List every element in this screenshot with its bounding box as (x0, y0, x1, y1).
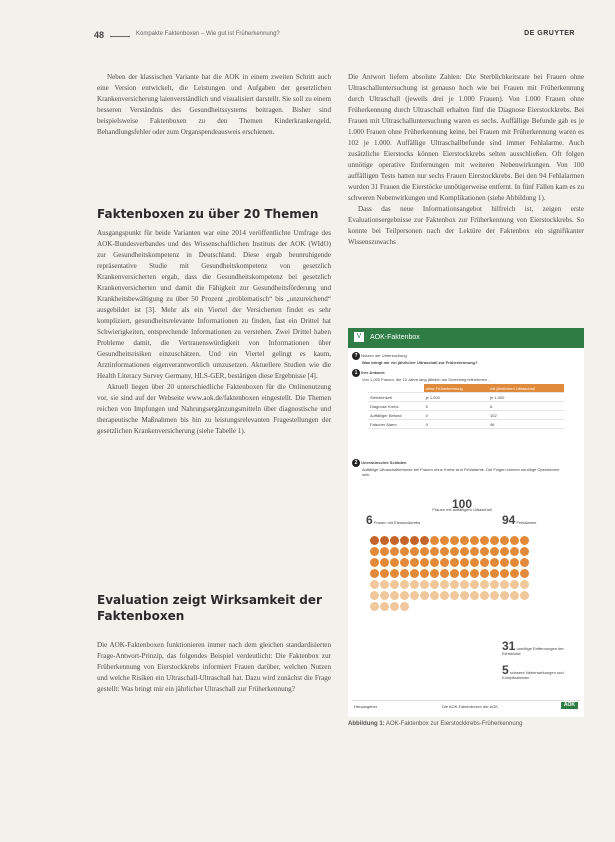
dot-icon (370, 558, 379, 567)
table-cell: 96 (488, 420, 564, 429)
dot-icon (450, 580, 459, 589)
dot-icon (490, 580, 499, 589)
dot-icon (410, 536, 419, 545)
figure-faktenbox (348, 328, 584, 717)
left-column (97, 72, 331, 138)
table-header (368, 384, 424, 393)
dot-icon (480, 547, 489, 556)
dot-icon (490, 558, 499, 567)
dot-icon (510, 558, 519, 567)
dot-icon (400, 580, 409, 589)
table-cell: 5 (424, 402, 488, 411)
dot-icon (390, 536, 399, 545)
section-heading-evaluation: Evaluation zeigt Wirksamkeit der Faktenboxen (97, 593, 322, 623)
table-header: ohne Früherkennung (424, 384, 488, 393)
dot-icon (470, 580, 479, 589)
table-cell: je 1.000 (424, 393, 488, 402)
dot-icon (480, 558, 489, 567)
table-cell: 0 (424, 411, 488, 420)
dot-icon (370, 580, 379, 589)
dot-icon (510, 547, 519, 556)
dot-icon (390, 591, 399, 600)
q3-label: Unerwünschte Schäden (361, 460, 407, 465)
table-row (368, 393, 564, 402)
results-table (368, 384, 564, 429)
dot-grid-chart (370, 536, 538, 613)
caption-text: AOK-Faktenbox zur Eierstockkrebs-Früherkennung (386, 721, 523, 727)
dot-icon (440, 536, 449, 545)
footer-text: Die AOK-Faktenboxen der AOK (442, 704, 499, 709)
dot-icon (510, 569, 519, 578)
dot-icon (490, 569, 499, 578)
question-2 (352, 369, 580, 382)
dot-icon (470, 591, 479, 600)
summary-bottom-2 (502, 663, 578, 680)
bottom-1-text: unnötige Entfernungen der Eierstöcke (502, 646, 564, 656)
dot-icon (370, 602, 379, 611)
dot-icon (450, 536, 459, 545)
section2-paragraph-1: Die AOK-Faktenboxen funktionieren immer nach dem gleichen standardisierten Frage-Antwort-Prinzip, das folgendes Beispiel verdeutlicht: Die Faktenbox zur Früherkennung von Eierstockkrebs informiert Frauen darüber, welchen Nutzen und welche Risiken ein Ultraschall-Ultraschall hat. Dazu wird zunächst die Frage gestellt: Was bringt mir ein jährlicher Ultraschall zur Früherkennung? (97, 641, 331, 693)
dot-icon (400, 591, 409, 600)
dot-icon (420, 558, 429, 567)
dot-icon (380, 536, 389, 545)
dot-icon (370, 569, 379, 578)
figure-header (348, 328, 584, 348)
dot-icon (520, 569, 529, 578)
dot-icon (400, 602, 409, 611)
summary-left (366, 513, 421, 527)
table-cell: Falscher Alarm (368, 420, 424, 429)
dot-icon (430, 558, 439, 567)
dot-icon (450, 558, 459, 567)
summary-bottom-1 (502, 639, 578, 656)
dot-icon (430, 591, 439, 600)
table-cell: je 1.000 (488, 393, 564, 402)
dot-icon (520, 591, 529, 600)
table-cell: 6 (488, 402, 564, 411)
dot-icon (380, 547, 389, 556)
dot-icon (520, 580, 529, 589)
dot-icon (470, 558, 479, 567)
dot-icon (430, 547, 439, 556)
dot-icon (500, 569, 509, 578)
q1-text: Was bringt mir ein jährlicher Ultraschall zur Früherkennung? (362, 360, 478, 365)
dot-icon (490, 536, 499, 545)
dot-icon (500, 591, 509, 600)
aok-logo-icon: V (354, 332, 364, 342)
summary-top-text: Frauen mit auffälligem Ultraschall (432, 507, 492, 512)
dot-icon (410, 558, 419, 567)
summary-right-text: Fehlalarme (516, 520, 537, 525)
dot-icon (460, 536, 469, 545)
table-header: mit jährlichem Ultraschall (488, 384, 564, 393)
figure-content (352, 352, 580, 713)
dot-icon (390, 602, 399, 611)
figure-caption (348, 721, 588, 727)
dot-icon (420, 591, 429, 600)
dot-icon (450, 569, 459, 578)
dot-icon (520, 558, 529, 567)
dot-icon (500, 558, 509, 567)
figure-footer (352, 700, 580, 713)
step-3-icon: 2 (352, 459, 360, 467)
dot-icon (460, 591, 469, 600)
dot-icon (470, 547, 479, 556)
page-header (94, 30, 575, 44)
dot-icon (490, 547, 499, 556)
dot-icon (410, 547, 419, 556)
dot-icon (420, 547, 429, 556)
q2-text: Von 1.000 Frauen, die 10 Jahre lang jährlich am Screening teilnehmen ... (362, 377, 492, 382)
summary-right (502, 513, 537, 527)
summary-left-text: Frauen mit Eierstockkrebs (373, 520, 421, 525)
right-column (348, 72, 584, 248)
dot-icon (520, 536, 529, 545)
dot-icon (510, 536, 519, 545)
q1-label: Nutzen der Untersuchung (361, 353, 407, 358)
dot-icon (480, 580, 489, 589)
right-paragraph-1: Die Antwort liefern absolute Zahlen: Die Sterblichkeitsrate bei Frauen ohne Ultraschalluntersuchung ist genauso hoch wie bei Frauen mit Früherkennung durch Ultraschall (jeweils drei je 1.000 Frauen). Von 1.000 Frauen ohne Früherkennung durch Ultraschall erhalten fünf die Diagnose Eierstockkrebs. Bei Frauen mit Ultraschalluntersuchung waren es sechs. Auffällige Befunde gab es je 1.000 Frauen ohne Früherkennung keine, bei Frauen mit Früherkennung waren es 102 je 1.000. Auffällige Ultraschallbefunde sind immer Fehlalarme. Auch zusätzliche Eierstocks können Eierstockkrebs selten ausschließen. Oft folgen unnötige operative Entfernungen mit weiteren Nebenwirkungen. Von 100 auffälligen Tests hatten nur sechs Frauen Eierstockkrebs. Bei den 94 Fehlalarmen wurden 31 Frauen die Eierstöcke unnötigerweise entfernt. In fünf Fällen kam es zu schweren Nebenwirkungen und Komplikationen (siehe Abbildung 1). (348, 73, 584, 202)
dot-icon (410, 580, 419, 589)
dot-icon (380, 591, 389, 600)
bottom-2-text: schwere Nebenwirkungen und Komplikationen (502, 670, 564, 680)
summary-left-number: 6 (366, 513, 373, 527)
header-rule (110, 36, 130, 37)
table-row (368, 411, 564, 420)
table-row (368, 420, 564, 429)
bottom-2-number: 5 (502, 663, 509, 677)
table-row (368, 402, 564, 411)
dot-icon (450, 591, 459, 600)
dot-icon (500, 547, 509, 556)
step-1-icon: ? (352, 352, 360, 360)
dot-icon (440, 547, 449, 556)
dot-icon (380, 558, 389, 567)
dot-icon (370, 591, 379, 600)
dot-icon (420, 580, 429, 589)
summary-top-number: 100 (451, 497, 473, 511)
dot-icon (400, 558, 409, 567)
dot-icon (370, 547, 379, 556)
dot-icon (480, 591, 489, 600)
dot-icon (440, 569, 449, 578)
table-cell: Diagnose Krebs (368, 402, 424, 411)
bottom-1-number: 31 (502, 639, 516, 653)
dot-icon (380, 602, 389, 611)
dot-icon (520, 547, 529, 556)
section1-body (97, 228, 331, 437)
section-heading-themen: Faktenboxen zu über 20 Themen (97, 207, 319, 221)
dot-icon (400, 536, 409, 545)
right-paragraph-2: Dass das neue Informationsangebot hilfreich ist, zeigen erste Evaluationsergebnisse zur Faktenbox zur Früherkennung von Eierstockkrebs. So konnte bei Teilpersonen nach der Lektüre der Faktenbox ein signifikanter Wissenszuwachs (348, 205, 584, 246)
dot-icon (460, 569, 469, 578)
dot-icon (420, 569, 429, 578)
dot-icon (390, 558, 399, 567)
dot-icon (430, 569, 439, 578)
figure-title: AOK-Faktenbox (370, 334, 420, 341)
dot-icon (430, 536, 439, 545)
dot-icon (390, 580, 399, 589)
dot-icon (440, 558, 449, 567)
running-title: Kompakte Faktenboxen – Wie gut ist Früherkennung? (136, 31, 280, 37)
q3-text: Auffällige Ultraschallbefunde bei Frauen ohne Krebs sind Fehlalarme. Die Folgen können unnötige Operationen sein. (362, 467, 560, 477)
dot-icon (490, 591, 499, 600)
dot-icon (500, 580, 509, 589)
table-cell: 0 (424, 420, 488, 429)
footer-publisher: Herausgeber (354, 704, 378, 709)
dot-icon (420, 536, 429, 545)
caption-label: Abbildung 1: (348, 721, 385, 727)
section1-paragraph-2: Aktuell liegen über 20 unterschiedliche Faktenboxen für die Onlinenutzung vor, sie sind auf der Webseite www.aok.de/faktenboxen eingestellt. Die Themen reichen von Impfungen und Nahrungsergänzungsmitteln über diagnostische und therapeutische Maßnahmen bis hin zu leistungsrelevanten Fragestellungen der gesetzlichen Krankenversicherung (siehe Tabelle 1). (97, 383, 331, 435)
section2-body (97, 640, 331, 695)
dot-icon (430, 580, 439, 589)
dot-icon (380, 580, 389, 589)
question-1 (352, 352, 580, 365)
dot-icon (460, 580, 469, 589)
dot-icon (390, 547, 399, 556)
dot-icon (440, 591, 449, 600)
intro-paragraph: Neben der klassischen Variante hat die AOK in einem zweiten Schritt auch eine Version entwickelt, die Leistungen und Aufgaben der gesetzlichen Krankenversicherung laienverständlich und visualisiert darstellt. Sie soll zu einem besseren Verständnis des Gesundheitssystems beitragen. Bisher sind beispielsweise Faktenboxen zu den Themen Kinderkrankengeld, Behandlungsfehler oder zum Organspendeausweis erschienen. (97, 73, 331, 136)
publisher-logo: DE GRUYTER (524, 30, 575, 37)
dot-icon (500, 536, 509, 545)
dot-icon (400, 547, 409, 556)
summary-top (432, 497, 492, 512)
dot-icon (460, 558, 469, 567)
dot-icon (470, 569, 479, 578)
dot-icon (480, 569, 489, 578)
aok-footer-logo: AOK (561, 702, 578, 709)
page-number: 48 (94, 30, 105, 40)
dot-icon (400, 569, 409, 578)
dot-icon (410, 569, 419, 578)
table-cell: 102 (488, 411, 564, 420)
dot-icon (440, 580, 449, 589)
step-2-icon: 1 (352, 369, 360, 377)
summary-right-number: 94 (502, 513, 516, 527)
dot-icon (480, 536, 489, 545)
dot-icon (450, 547, 459, 556)
dot-icon (390, 569, 399, 578)
table-cell: Sterblichkeit (368, 393, 424, 402)
dot-icon (470, 536, 479, 545)
dot-icon (510, 580, 519, 589)
section1-paragraph-1: Ausgangspunkt für beide Varianten war eine 2014 veröffentlichte Umfrage des AOK-Bundesverbandes und des Wissenschaftlichen Instituts der AOK (WIdO) zur Gesundheitskompetenz in Deutschland. Diese ergab beunruhigende repräsentative Studie mit Gesundheitskompetenz von gesetzlich Krankenversicherten ergab, dass die Gesundheitskompetenz bei gesetzlich Krankenversicherten und damit die Fähigkeit zur Gesundheitsförderung und Krankheitsbewältigung zu über 50 Prozent „problematisch“ bis „unzureichend“ ausgebildet ist [3]. Mehr als ein Viertel der Versicherten findet es sehr kompliziert, gesundheitsrelevante Informationen zu finden, fast ein Drittel hat Schwierigkeiten, entsprechende Informationen zu verstehen. Zwei Drittel haben Probleme damit, die Vertrauenswürdigkeit von Informationen über Gesundheitsrisiken einzuschätzen. Und ein Viertel gelingt es kaum, Arztinformationen eigenverantwortlich umzusetzen. Aktuellere Studien wie die Health Literacy Survey Germany, HLS-GER, bestätigen diese Ergebnisse [4]. (97, 229, 331, 380)
dot-icon (410, 591, 419, 600)
dot-icon (380, 569, 389, 578)
dot-icon (510, 591, 519, 600)
dot-icon (370, 536, 379, 545)
dot-icon (460, 547, 469, 556)
question-3 (352, 459, 580, 477)
table-cell: Auffälliger Befund (368, 411, 424, 420)
q2-label: Ihre Antwort (361, 370, 385, 375)
